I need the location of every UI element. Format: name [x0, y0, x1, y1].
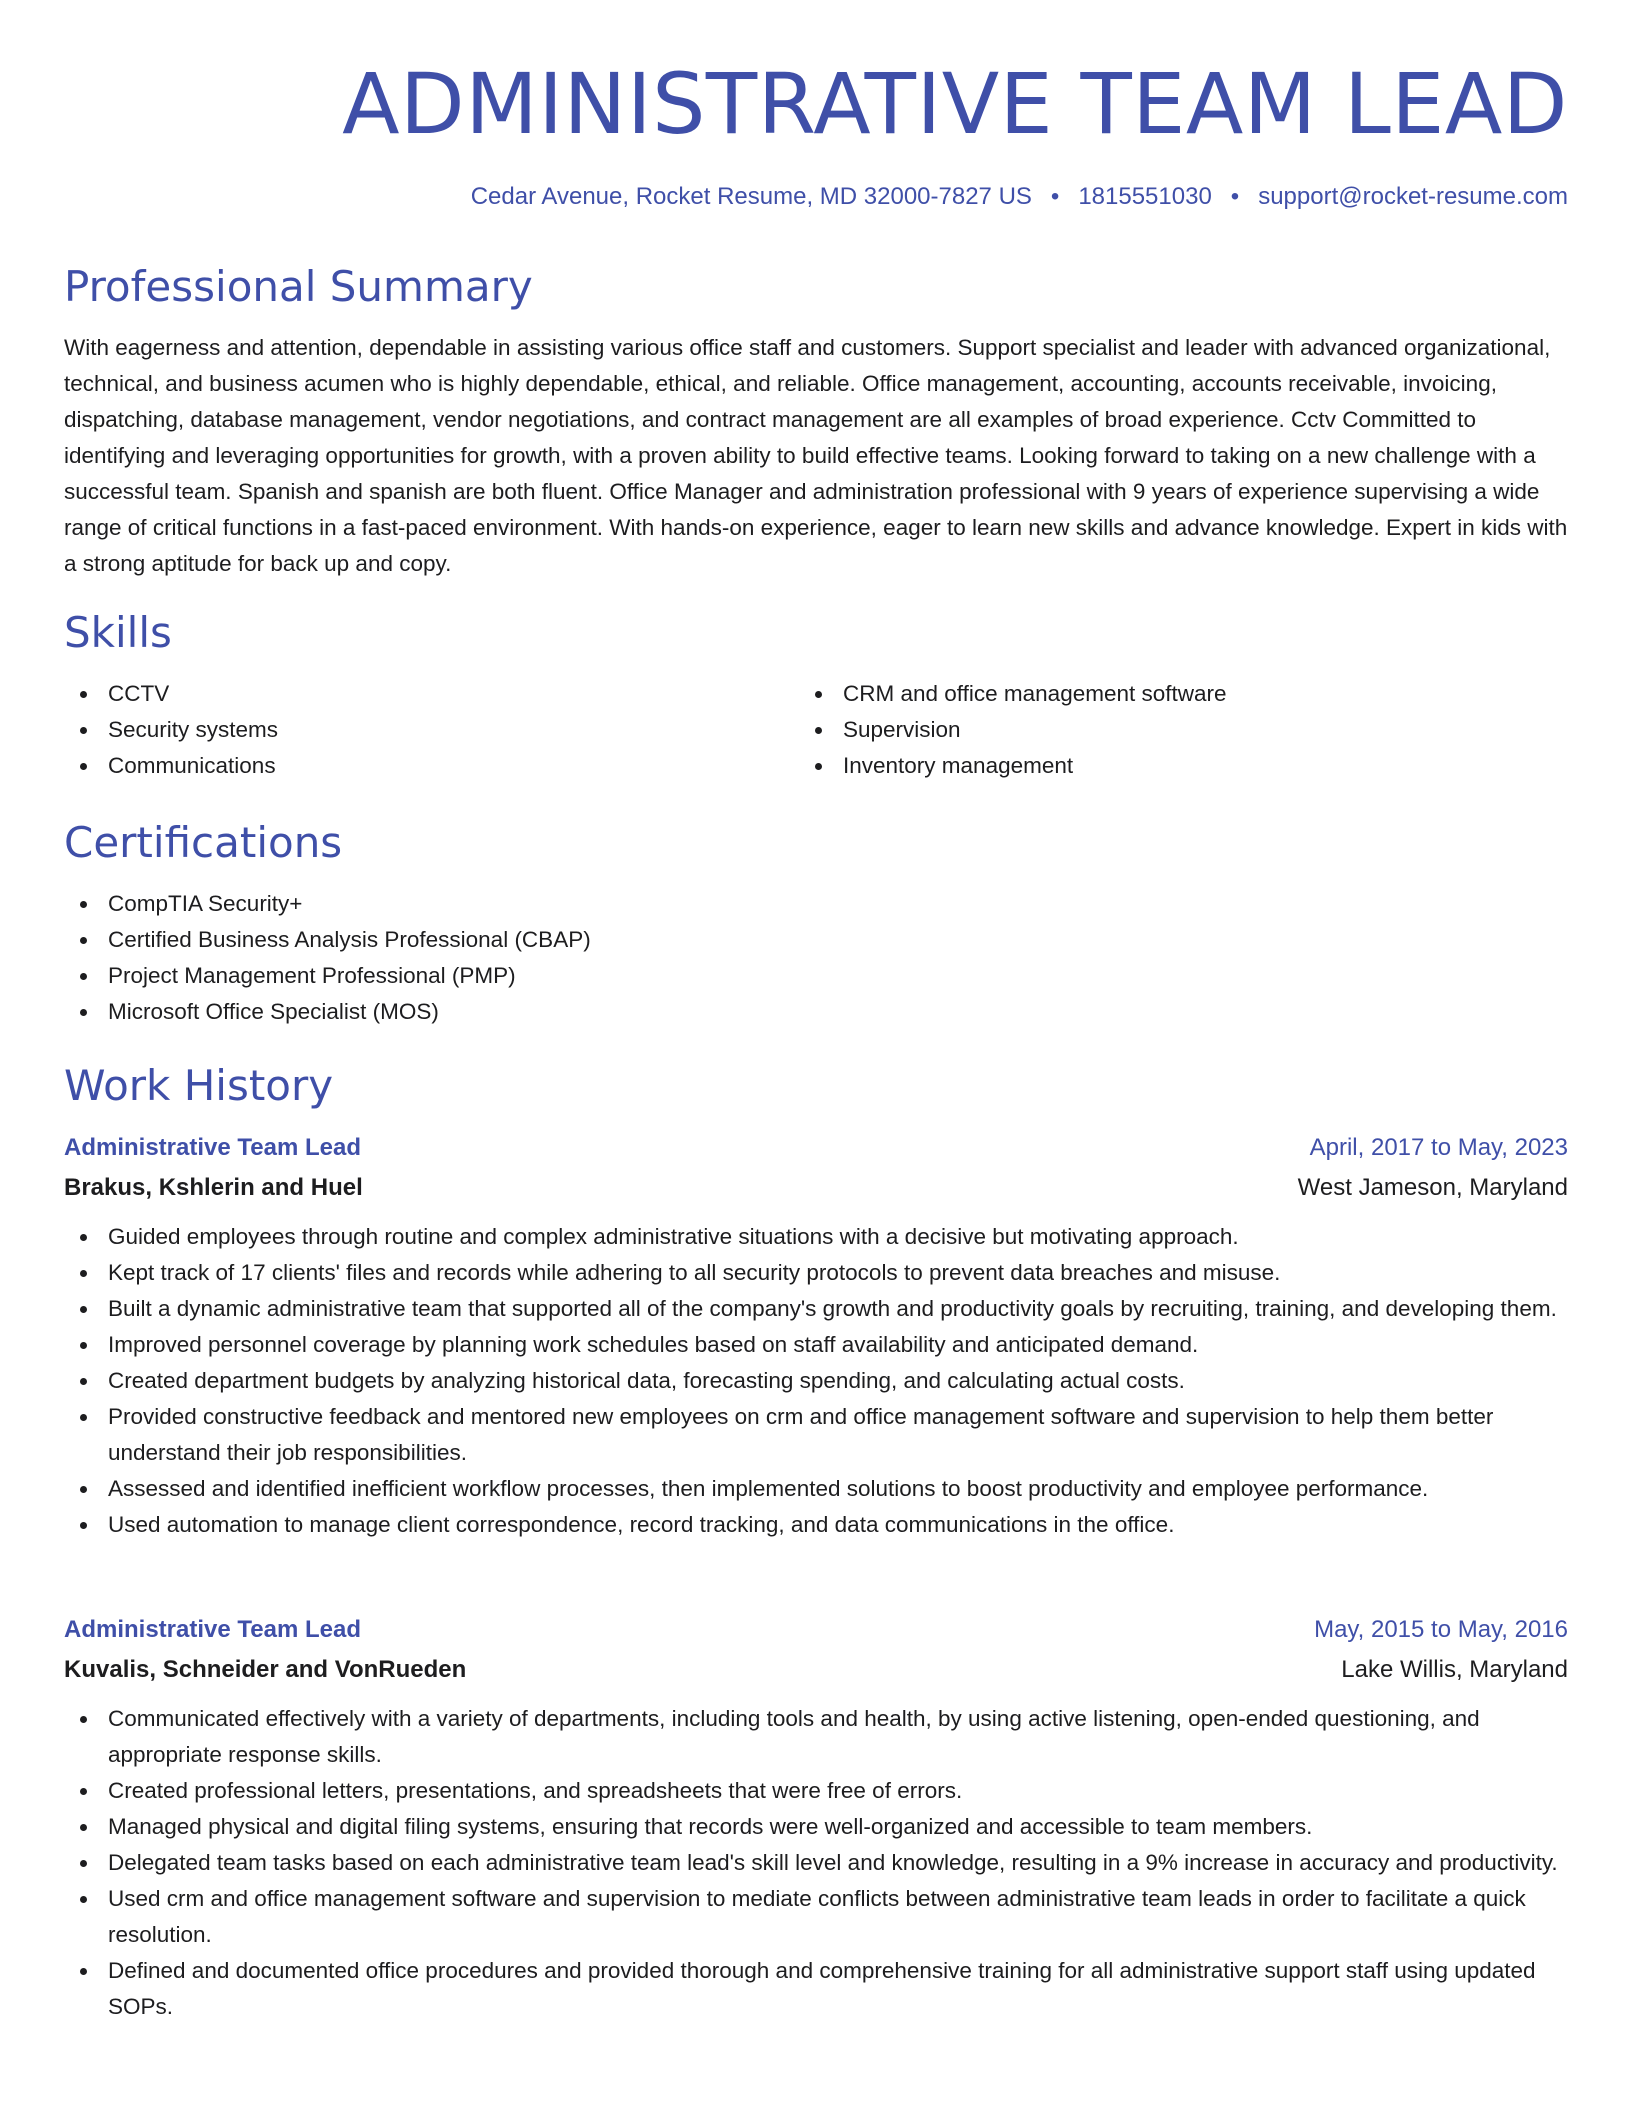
certification-item: [64, 958, 1568, 994]
skill-item: [799, 676, 1568, 712]
job-bullet: [64, 1471, 1568, 1507]
contact-phone: 1815551030: [1078, 183, 1212, 210]
bullet-icon: [80, 1486, 87, 1493]
certification-text: CompTIA Security+: [108, 891, 303, 916]
job-bullet-text: Assessed and identified inefficient workflow processes, then implemented solutions to boost productivity and employee performance.: [108, 1476, 1429, 1501]
skill-item: [64, 748, 764, 784]
skill-item: [799, 712, 1568, 748]
job-bullet: [64, 1881, 1568, 1953]
job-bullet-text: Used automation to manage client correspondence, record tracking, and data communications in the office.: [108, 1512, 1175, 1537]
bullet-icon: [80, 1716, 87, 1723]
bullet-icon: [80, 1824, 87, 1831]
bullet-icon: [815, 691, 822, 698]
job-bullet-text: Defined and documented office procedures and provided thorough and comprehensive training for all administrative support staff using updated SOPs.: [108, 1958, 1536, 2019]
skill-text: CRM and office management software: [843, 681, 1227, 706]
skill-item: [64, 676, 764, 712]
certification-item: [64, 922, 1568, 958]
job-bullet: [64, 1327, 1568, 1363]
job-company: Brakus, Kshlerin and Huel: [64, 1174, 363, 1201]
skill-text: Inventory management: [843, 753, 1074, 778]
bullet-icon: [80, 1522, 87, 1529]
job-bullet-text: Guided employees through routine and complex administrative situations with a decisive but motivating approach.: [108, 1224, 1239, 1249]
job-bullet-text: Used crm and office management software and supervision to mediate conflicts between administrative team leads in order to facilitate a quick resolution.: [108, 1886, 1526, 1947]
contact-address: Cedar Avenue, Rocket Resume, MD 32000-7827 US: [470, 183, 1032, 210]
bullet-icon: [80, 901, 87, 908]
job-location: Lake Willis, Maryland: [1341, 1656, 1568, 1683]
bullet-icon: [80, 1378, 87, 1385]
job-bullet: [64, 1953, 1568, 2025]
bullet-icon: [80, 1342, 87, 1349]
certifications-list: [64, 886, 1568, 1030]
contact-separator: •: [1050, 183, 1060, 210]
summary-text: With eagerness and attention, dependable in assisting various office staff and customers. Support specialist and leader with advanced organizational, technical, and business acumen who is highly dependable, ethical, and reliable. Office management, accounting, accounts receivable, invoicing, dispatching, database management, vendor negotiations, and contract management are all examples of broad experience. Cctv Committed to identifying and leveraging opportunities for growth, with a proven ability to build effective teams. Looking forward to taking on a new challenge with a successful team. Spanish and spanish are both fluent. Office Manager and administration professional with 9 years of experience supervising a wide range of critical functions in a fast-paced environment. With hands-on experience, eager to learn new skills and advance knowledge. Expert in kids with a strong aptitude for back up and copy.: [64, 335, 1568, 576]
skill-text: Security systems: [108, 717, 279, 742]
candidate-name: ADMINISTRATIVE TEAM LEAD: [342, 55, 1568, 153]
certification-text: Project Management Professional (PMP): [108, 963, 516, 988]
job-title: Administrative Team Lead: [64, 1134, 361, 1161]
bullet-icon: [80, 1896, 87, 1903]
job-header-row: [64, 1610, 1568, 1650]
bullet-icon: [80, 973, 87, 980]
bullet-icon: [80, 937, 87, 944]
bullet-icon: [80, 691, 87, 698]
bullet-icon: [80, 1306, 87, 1313]
job-bullet-text: Communicated effectively with a variety of departments, including tools and health, by using active listening, open-ended questioning, and appropriate response skills.: [108, 1706, 1480, 1767]
skills-list-left: [64, 676, 764, 784]
job-company-row: [64, 1650, 1568, 1690]
contact-line: [471, 180, 1568, 214]
certification-item: [64, 886, 1568, 922]
bullet-icon: [815, 727, 822, 734]
contact-separator: •: [1230, 183, 1240, 210]
bullet-icon: [80, 1414, 87, 1421]
job-bullet: [64, 1291, 1568, 1327]
skills-heading: Skills: [64, 608, 172, 657]
skills-list-right: [799, 676, 1568, 784]
job-bullet: [64, 1219, 1568, 1255]
job-bullet: [64, 1363, 1568, 1399]
certifications-heading: Certifications: [64, 818, 343, 867]
job-bullet-text: Created department budgets by analyzing historical data, forecasting spending, and calculating actual costs.: [108, 1368, 1185, 1393]
job-bullet-text: Kept track of 17 clients' files and records while adhering to all security protocols to prevent data breaches and misuse.: [108, 1260, 1281, 1285]
bullet-icon: [80, 1860, 87, 1867]
skill-text: Supervision: [843, 717, 961, 742]
job-bullet-text: Managed physical and digital filing systems, ensuring that records were well-organized and accessible to team members.: [108, 1814, 1313, 1839]
contact-email[interactable]: support@rocket-resume.com: [1258, 183, 1568, 210]
job-bullet: [64, 1255, 1568, 1291]
bullet-icon: [80, 1968, 87, 1975]
job-bullets: [64, 1219, 1568, 1543]
job-entry: [64, 1128, 1568, 1543]
job-bullet-text: Delegated team tasks based on each administrative team lead's skill level and knowledge, resulting in a 9% increase in accuracy and productivity.: [108, 1850, 1558, 1875]
job-location: West Jameson, Maryland: [1297, 1174, 1568, 1201]
job-bullet: [64, 1701, 1568, 1773]
job-bullets: [64, 1701, 1568, 2025]
job-dates: May, 2015 to May, 2016: [1314, 1616, 1568, 1643]
job-bullet-text: Improved personnel coverage by planning work schedules based on staff availability and anticipated demand.: [108, 1332, 1199, 1357]
skill-item: [64, 712, 764, 748]
bullet-icon: [80, 1009, 87, 1016]
job-company-row: [64, 1168, 1568, 1208]
job-dates: April, 2017 to May, 2023: [1309, 1134, 1568, 1161]
job-company: Kuvalis, Schneider and VonRueden: [64, 1656, 467, 1683]
job-bullet-text: Created professional letters, presentations, and spreadsheets that were free of errors.: [108, 1778, 963, 1803]
bullet-icon: [80, 1270, 87, 1277]
job-bullet-text: Provided constructive feedback and mentored new employees on crm and office management software and supervision to help them better understand their job responsibilities.: [108, 1404, 1494, 1465]
certification-item: [64, 994, 1568, 1030]
job-bullet: [64, 1845, 1568, 1881]
job-bullet-text: Built a dynamic administrative team that supported all of the company's growth and productivity goals by recruiting, training, and developing them.: [108, 1296, 1557, 1321]
bullet-icon: [80, 1788, 87, 1795]
job-bullet: [64, 1773, 1568, 1809]
work-history-heading: Work History: [64, 1061, 334, 1110]
job-header-row: [64, 1128, 1568, 1168]
skill-item: [799, 748, 1568, 784]
bullet-icon: [80, 763, 87, 770]
bullet-icon: [815, 763, 822, 770]
certification-text: Microsoft Office Specialist (MOS): [108, 999, 439, 1024]
job-bullet: [64, 1399, 1568, 1471]
summary-heading: Professional Summary: [64, 262, 533, 311]
job-title: Administrative Team Lead: [64, 1616, 361, 1643]
certification-text: Certified Business Analysis Professional (CBAP): [108, 927, 591, 952]
bullet-icon: [80, 727, 87, 734]
job-bullet: [64, 1809, 1568, 1845]
skill-text: Communications: [108, 753, 276, 778]
job-entry: [64, 1610, 1568, 2025]
skill-text: CCTV: [108, 681, 170, 706]
job-bullet: [64, 1507, 1568, 1543]
bullet-icon: [80, 1234, 87, 1241]
